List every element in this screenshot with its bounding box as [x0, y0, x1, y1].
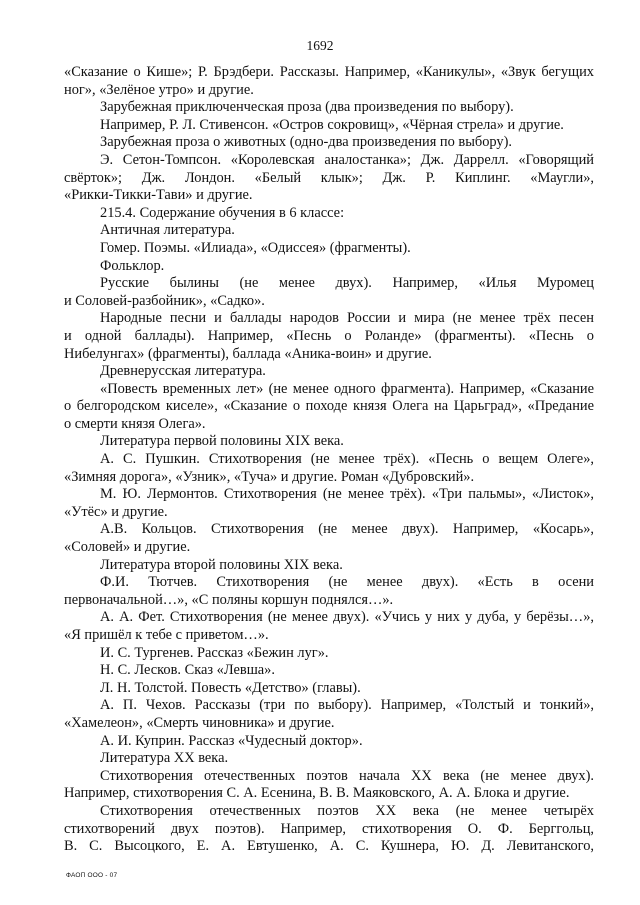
text-line: Например, стихотворения С. А. Есенина, В. В. Маяковского, А. А. Блока и другие.: [64, 785, 570, 802]
text-line: «Повесть временных лет» (не менее одного фрагмента). Например, «Сказание: [100, 380, 594, 397]
text-line: Стихотворения отечественных поэтов XX века (не менее четырёх: [100, 802, 594, 819]
text-line: Литература XX века.: [100, 750, 229, 767]
text-line: «Хамелеон», «Смерть чиновника» и другие.: [64, 714, 335, 731]
text-line: Л. Н. Толстой. Повесть «Детство» (главы).: [100, 679, 361, 696]
text-line: «Сказание о Кише»; Р. Брэдбери. Рассказы. Например, «Каникулы», «Звук бегущих: [64, 64, 594, 80]
text-line: «Утёс» и другие.: [64, 503, 168, 520]
text-line: свёрток»; Дж. Лондон. «Белый клык»; Дж. Р. Киплинг. «Маугли»,: [64, 169, 594, 186]
text-line: 215.4. Содержание обучения в 6 классе:: [100, 204, 345, 221]
text-line: первоначальной…», «С поляны коршун поднялся…».: [64, 591, 394, 608]
text-line: А. С. Пушкин. Стихотворения (не менее трёх). «Песнь о вещем Олеге»,: [100, 451, 594, 468]
text-line: и Соловей-разбойник», «Садко».: [64, 292, 265, 309]
text-line: Стихотворения отечественных поэтов начала XX века (не менее двух).: [100, 767, 594, 784]
text-line: А. П. Чехов. Рассказы (три по выбору). Например, «Толстый и тонкий»,: [100, 697, 594, 714]
text-line: «Зимняя дорога», «Узник», «Туча» и другие. Роман «Дубровский».: [64, 468, 475, 485]
text-line: о белгородском киселе», «Сказание о походе князя Олега на Царьград», «Предание: [64, 398, 594, 415]
text-line: стихотворений двух поэтов). Например, стихотворения О. Ф. Берггольц,: [64, 820, 594, 837]
text-line: Античная литература.: [100, 222, 235, 239]
document-body: [64, 64, 594, 856]
page-number: 1692: [306, 38, 334, 53]
text-line: о смерти князя Олега».: [64, 415, 206, 432]
text-line: М. Ю. Лермонтов. Стихотворения (не менее трёх). «Три пальмы», «Листок»,: [100, 486, 594, 503]
text-line: «Рикки-Тикки-Тави» и другие.: [64, 187, 253, 204]
text-line: Русские былины (не менее двух). Например, «Илья Муромец: [100, 275, 594, 292]
text-line: Народные песни и баллады народов России и мира (не менее трёх песен: [100, 310, 594, 327]
text-line: «Соловей» и другие.: [64, 539, 191, 556]
text-line: А. И. Куприн. Рассказ «Чудесный доктор».: [100, 732, 363, 749]
text-line: «Я пришёл к тебе с приветом…».: [64, 627, 269, 643]
text-line: ног», «Зелёное утро» и другие.: [64, 81, 254, 98]
text-line: Например, Р. Л. Стивенсон. «Остров сокровищ», «Чёрная стрела» и другие.: [100, 116, 564, 133]
text-line: В. С. Высоцкого, Е. А. Евтушенко, А. С. Кушнера, Ю. Д. Левитанского,: [64, 838, 594, 855]
text-line: Ф.И. Тютчев. Стихотворения (не менее двух). «Есть в осени: [100, 574, 594, 591]
text-line: и одной баллады). Например, «Песнь о Роланде» (фрагменты). «Песнь о: [64, 327, 594, 344]
text-line: А.В. Кольцов. Стихотворения (не менее двух). Например, «Косарь»,: [100, 521, 594, 538]
text-line: Древнерусская литература.: [100, 363, 266, 380]
text-line: Литература первой половины XIX века.: [100, 433, 344, 450]
text-line: Э. Сетон-Томпсон. «Королевская аналостанка»; Дж. Даррелл. «Говорящий: [100, 151, 594, 168]
text-line: Нибелунгах» (фрагменты), баллада «Аника-воин» и другие.: [64, 345, 432, 362]
text-line: И. С. Тургенев. Рассказ «Бежин луг».: [100, 644, 329, 661]
document-code: ФАОП ООО - 07: [66, 872, 118, 879]
text-line: А. А. Фет. Стихотворения (не менее двух). «Учись у них у дуба, у берёзы…»,: [100, 609, 594, 626]
text-line: Фольклор.: [100, 257, 165, 274]
text-line: Зарубежная проза о животных (одно-два произведения по выбору).: [100, 134, 513, 151]
text-line: Гомер. Поэмы. «Илиада», «Одиссея» (фрагменты).: [100, 239, 411, 256]
text-line: Зарубежная приключенческая проза (два произведения по выбору).: [100, 99, 514, 116]
text-line: Литература второй половины XIX века.: [100, 556, 343, 573]
text-line: Н. С. Лесков. Сказ «Левша».: [100, 662, 275, 679]
